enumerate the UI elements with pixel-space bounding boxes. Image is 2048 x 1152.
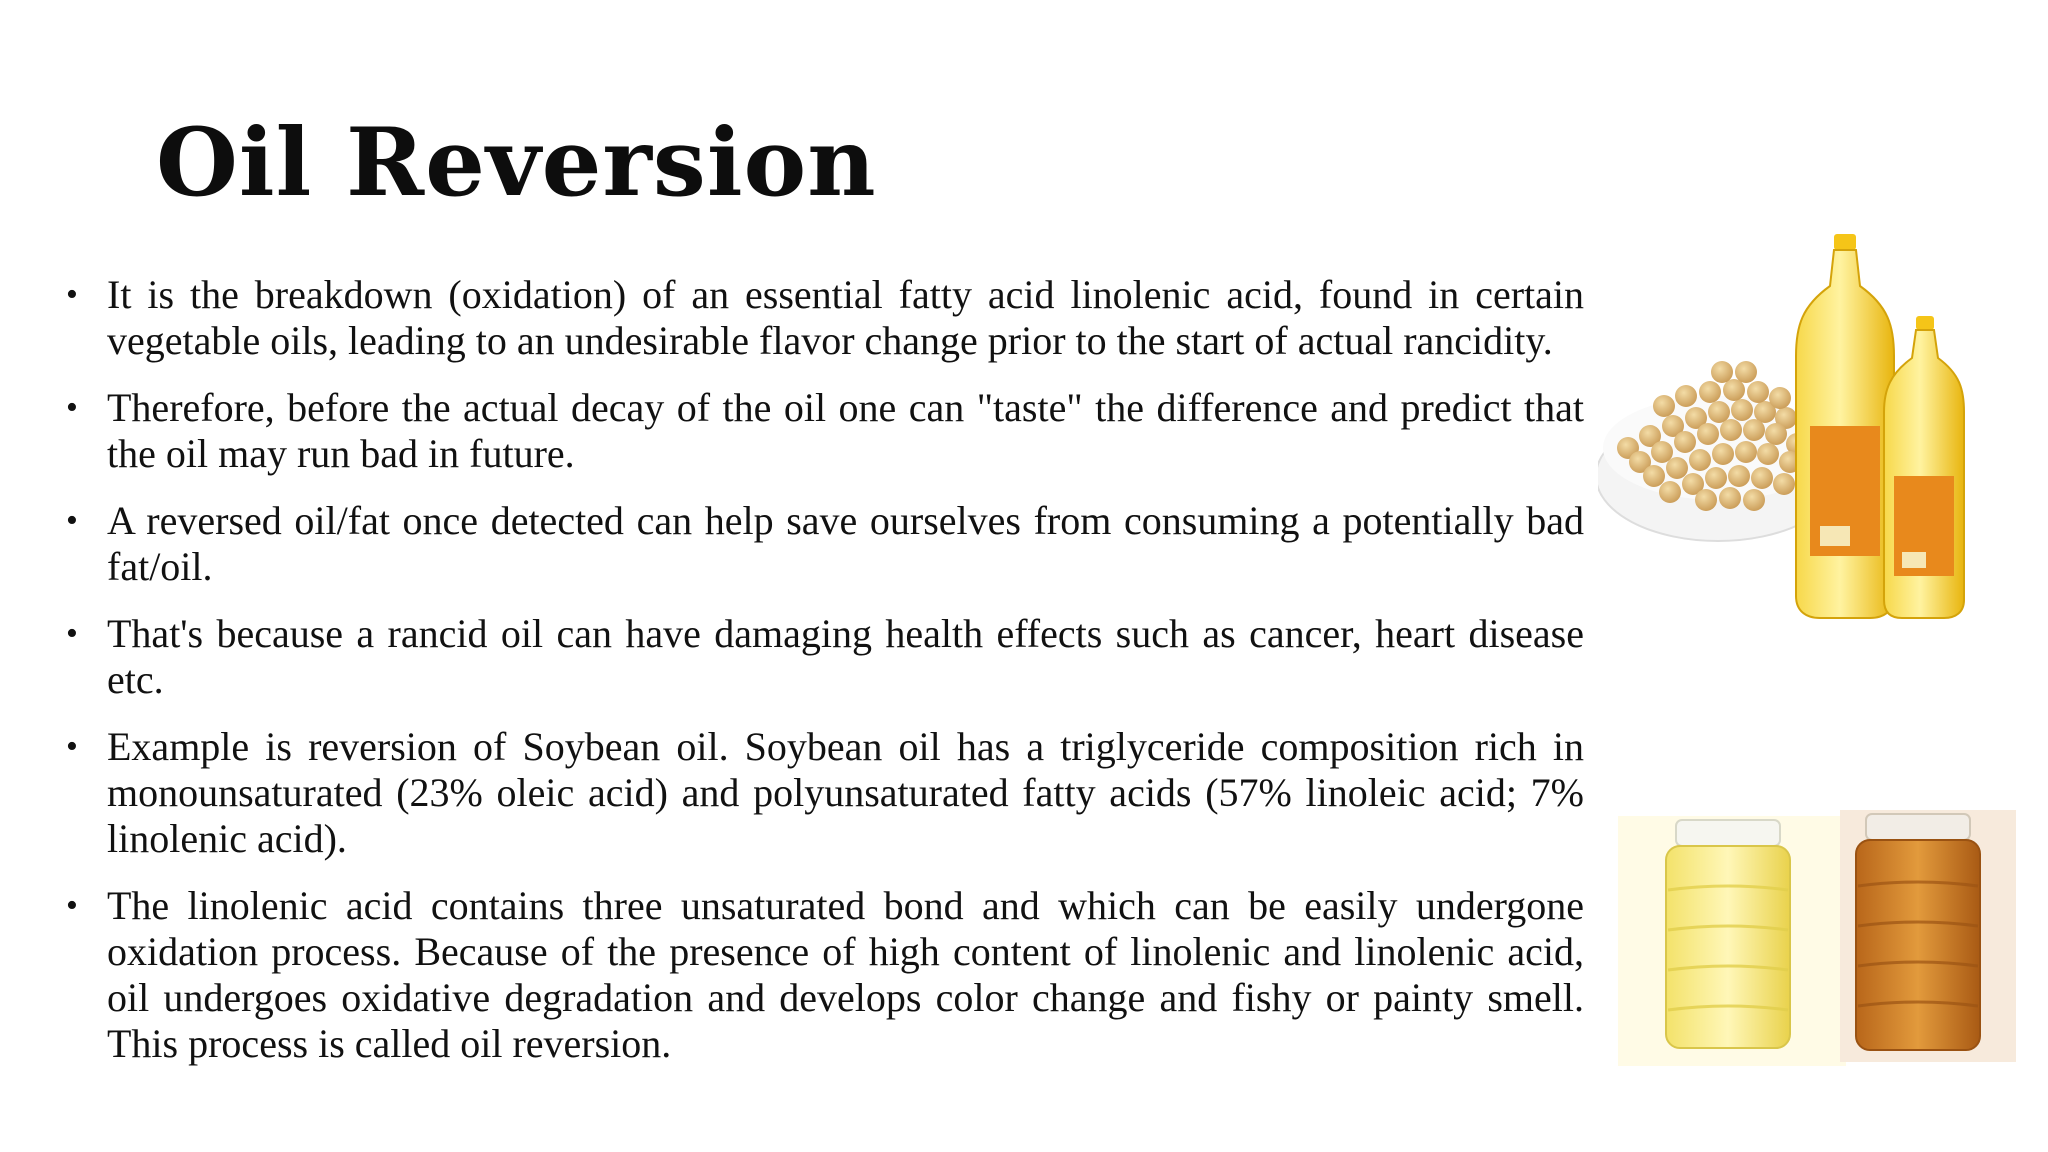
bullet-list (64, 272, 1584, 1088)
bullet-marker: • (66, 276, 78, 313)
bullet-marker: • (66, 728, 78, 765)
bullet-item (64, 883, 1584, 1067)
soybean-oil-bottles-image (1598, 226, 1998, 626)
bullet-marker: • (66, 502, 78, 539)
bullet-text: The linolenic acid contains three unsaturated bond and which can be easily undergone oxidation process. Because of the presence of high content of linolenic and linolenic acid, oil undergoes oxidative degradation and develops color change and fishy or painty smell. This process is called oil reversion. (107, 883, 1584, 1066)
bullet-marker: • (66, 389, 78, 426)
bullet-text: Example is reversion of Soybean oil. Soybean oil has a triglyceride composition rich in monounsaturated (23% oleic acid) and polyunsaturated fatty acids (57% linoleic acid; 7% linolenic acid). (107, 724, 1584, 861)
bullet-text: It is the breakdown (oxidation) of an essential fatty acid linolenic acid, found in certain vegetable oils, leading to an undesirable flavor change prior to the start of actual rancidity. (107, 272, 1584, 363)
bullet-item (64, 385, 1584, 477)
bullet-marker: • (66, 615, 78, 652)
oil-jars-comparison-image (1618, 790, 2018, 1070)
bullet-text: A reversed oil/fat once detected can help save ourselves from consuming a potentially bad fat/oil. (107, 498, 1584, 589)
bullet-text: Therefore, before the actual decay of the oil one can "taste" the difference and predict that the oil may run bad in future. (107, 385, 1584, 476)
bullet-text: That's because a rancid oil can have damaging health effects such as cancer, heart disease etc. (107, 611, 1584, 702)
bullet-item (64, 498, 1584, 590)
bullet-item (64, 611, 1584, 703)
bullet-marker: • (66, 887, 78, 924)
bullet-item (64, 724, 1584, 862)
bullet-item (64, 272, 1584, 364)
slide-title: Oil Reversion (156, 108, 877, 218)
